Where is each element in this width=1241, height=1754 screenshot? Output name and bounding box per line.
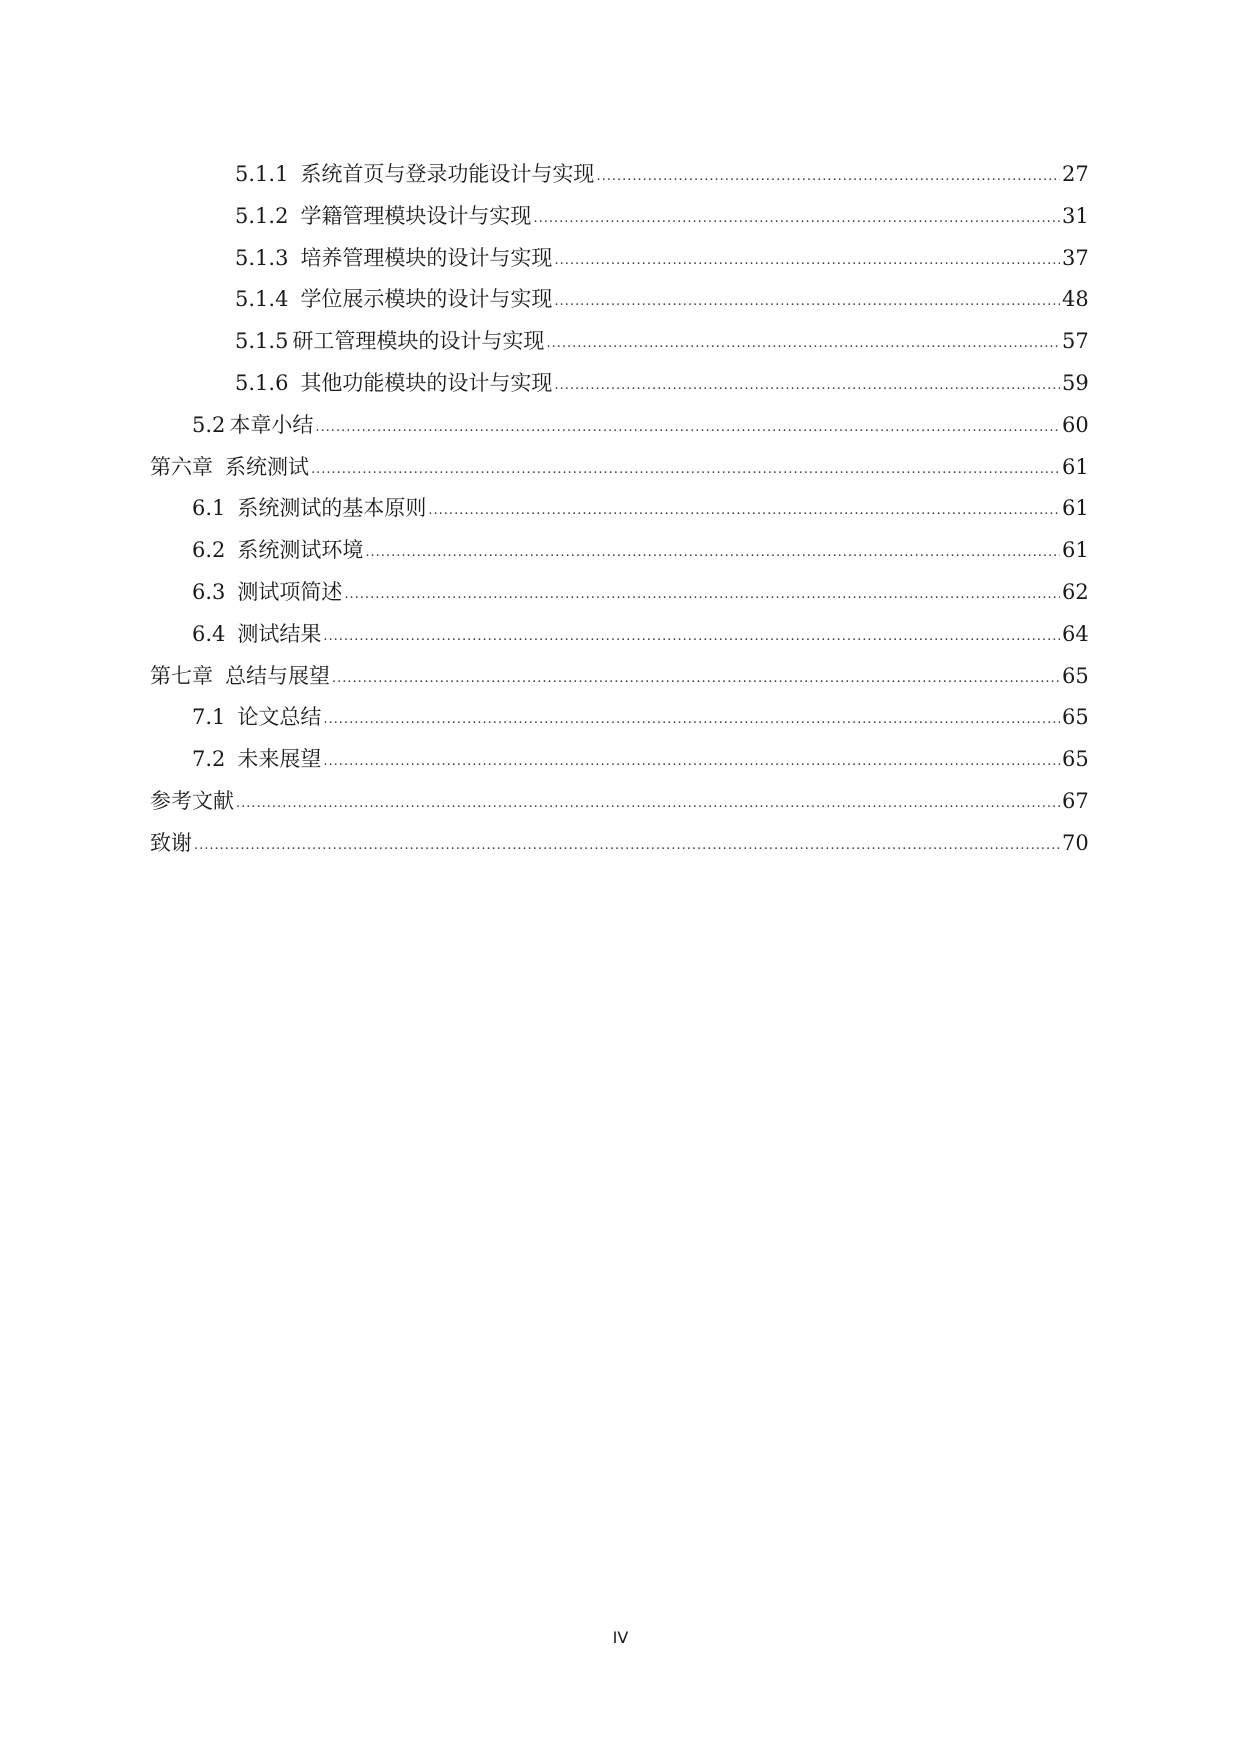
toc-entry-page: 31 [1062,203,1089,228]
toc-entry-title: 测试项简述 [237,579,343,604]
toc-entry-number: 5.1.4 [235,287,289,312]
toc-entry-number: 6.3 [192,579,226,604]
toc-entry[interactable] [150,279,1088,321]
dot-leader [323,699,1060,741]
toc-entry-page: 37 [1062,245,1089,270]
toc-entry[interactable] [150,697,1088,739]
toc-entry[interactable] [150,405,1088,447]
toc-entry[interactable] [150,447,1088,489]
toc-entry[interactable] [150,823,1088,865]
toc-entry-number: 5.1.1 [235,162,289,186]
dot-leader [344,574,1060,616]
toc-entry[interactable] [150,363,1088,405]
toc-entry-page: 57 [1062,329,1089,354]
toc-entry[interactable] [150,739,1088,781]
toc-entry-title: 学位展示模块的设计与实现 [300,287,553,312]
table-of-contents [150,154,1088,865]
toc-entry-number: 5.1.6 [235,370,289,395]
toc-entry-title: 论文总结 [237,705,322,730]
toc-entry-page: 70 [1062,830,1089,855]
toc-entry-title: 系统测试的基本原则 [237,496,427,521]
toc-entry[interactable] [150,154,1088,196]
toc-entry-title: 研工管理模块的设计与实现 [292,329,545,354]
toc-entry-page: 48 [1062,287,1089,312]
toc-entry-page: 65 [1062,705,1089,730]
toc-entry-title: 参考文献 [150,788,234,813]
toc-entry[interactable] [150,321,1088,363]
toc-entry-title: 学籍管理模块设计与实现 [300,203,532,228]
toc-entry-page: 27 [1062,162,1089,186]
toc-entry-number: 5.1.3 [235,245,289,270]
page-number: IV [612,1628,629,1647]
toc-entry[interactable] [150,488,1088,530]
dot-leader [554,240,1060,282]
toc-entry-page: 61 [1062,496,1089,521]
dot-leader [315,407,1060,449]
toc-entry-title: 系统测试 [225,454,309,479]
toc-entry[interactable] [150,781,1088,823]
toc-entry[interactable] [150,572,1088,614]
toc-entry-title: 本章小结 [229,412,314,437]
toc-entry-page: 62 [1062,579,1089,604]
toc-entry[interactable] [150,530,1088,572]
dot-leader [546,323,1060,365]
toc-entry-number: 7.1 [192,705,226,730]
dot-leader [554,365,1060,407]
toc-entry-number: 6.4 [192,621,226,646]
dot-leader [236,783,1060,825]
toc-entry-number: 7.2 [192,747,226,772]
dot-leader [596,156,1060,198]
toc-entry-title: 测试结果 [237,621,322,646]
dot-leader [323,741,1060,783]
toc-entry-page: 61 [1062,454,1089,479]
toc-entry-title: 致谢 [150,830,192,855]
toc-entry-number: 第七章 [150,663,213,688]
toc-entry-title: 培养管理模块的设计与实现 [300,245,553,270]
dot-leader [311,449,1060,491]
toc-entry-number: 5.1.2 [235,203,289,228]
toc-entry-title: 未来展望 [237,747,322,772]
toc-entry-title: 总结与展望 [225,663,330,688]
toc-entry[interactable] [150,614,1088,656]
dot-leader [554,281,1060,323]
toc-entry-title: 系统首页与登录功能设计与实现 [300,162,595,186]
toc-entry[interactable] [150,238,1088,280]
toc-entry-number: 5.2 [192,412,226,437]
toc-entry-page: 65 [1062,747,1089,772]
toc-entry-number: 6.2 [192,538,226,563]
dot-leader [428,490,1060,532]
toc-entry-title: 其他功能模块的设计与实现 [300,370,553,395]
toc-entry-page: 65 [1062,663,1089,688]
dot-leader [323,616,1060,658]
dot-leader [194,825,1060,867]
toc-entry-page: 64 [1062,621,1089,646]
toc-entry-page: 67 [1062,788,1089,813]
dot-leader [365,532,1060,574]
dot-leader [533,198,1060,240]
dot-leader [332,658,1060,700]
toc-entry-page: 61 [1062,538,1089,563]
toc-entry-number: 5.1.5 [235,329,289,354]
toc-entry-title: 系统测试环境 [237,538,364,563]
toc-entry-page: 60 [1062,412,1089,437]
toc-entry[interactable] [150,196,1088,238]
toc-entry[interactable] [150,656,1088,698]
toc-entry-number: 第六章 [150,454,213,479]
toc-entry-number: 6.1 [192,496,226,521]
toc-entry-page: 59 [1062,370,1089,395]
